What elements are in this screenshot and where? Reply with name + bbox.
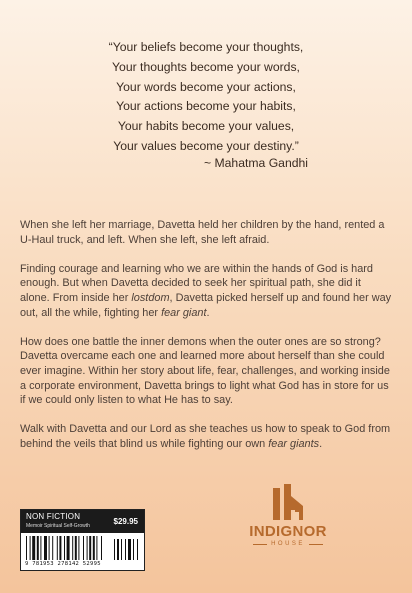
- description-paragraph: Walk with Davetta and our Lord as she teaches us how to speak to God from behind the veils that blind us while fighting our own fear giants.: [20, 423, 391, 450]
- quote-line: Your words become your actions,: [116, 79, 296, 94]
- description-paragraph: When she left her marriage, Davetta held her children by the hand, rented a U-Haul truck, and left. When she left, she left afraid.: [20, 219, 385, 246]
- price-barcode-box: [20, 509, 145, 571]
- subcategory-label: Memoir Spiritual Self-Growth: [26, 523, 90, 529]
- quote-line: Your values become your destiny.”: [113, 138, 299, 153]
- quote-line: “Your beliefs become your thoughts,: [108, 40, 304, 54]
- divider: [309, 544, 323, 545]
- publisher-name: INDIGNOR: [249, 523, 327, 540]
- price-label: $29.95: [113, 517, 138, 526]
- description-paragraph: Finding courage and learning who we are within the hands of God is hard enough. But when Davetta decided to seek her spiritual path, she did it alone. From inside her lostdom, Davetta picked herself up and found her way out, all the while, fighting her fear giant.: [20, 262, 392, 319]
- book-description: [20, 218, 392, 466]
- quote-line: Your habits become your values,: [117, 119, 295, 134]
- isbn-barcode: [26, 536, 141, 562]
- category-bar: [21, 510, 144, 533]
- quote-attribution: ~ Mahatma Gandhi: [204, 156, 308, 170]
- house-logo-icon: [269, 482, 307, 522]
- publisher-subtitle: HOUSE: [245, 541, 331, 547]
- publisher-logo: [245, 482, 331, 547]
- isbn-number: 9 781953 278142 52995: [25, 561, 101, 567]
- quote-line: Your thoughts become your words,: [112, 59, 300, 74]
- quote-line: Your actions become your habits,: [116, 99, 296, 114]
- category-label: NON FICTION: [26, 512, 81, 521]
- epigraph-quote: [0, 38, 412, 157]
- divider: [253, 544, 267, 545]
- description-paragraph: How does one battle the inner demons when the outer ones are so strong? Davetta overcame each one and learned more about herself than she could ever imagine. Within her story about life, fear, challenges, and working inside a corporate environment, Davetta brings to light what God has in store for us if we could only listen to what He has to say.: [20, 335, 390, 407]
